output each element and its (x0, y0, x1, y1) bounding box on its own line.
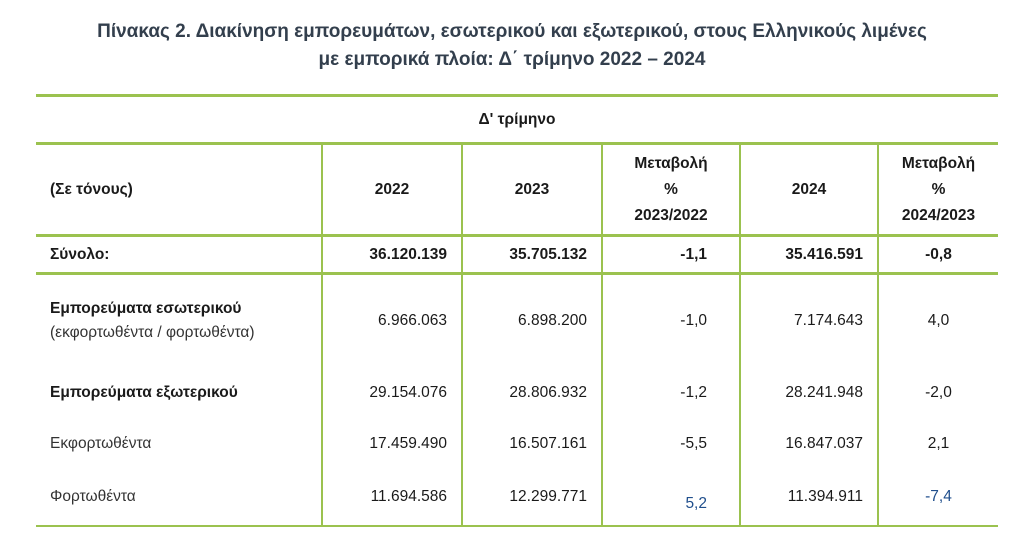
header-unit: (Σε τόνους) (36, 144, 322, 236)
row-label: Φορτωθέντα (36, 470, 322, 526)
header-2024: 2024 (740, 144, 878, 236)
row-label: Εκφορτωθέντα (50, 434, 152, 452)
row-label: Σύνολο: (36, 236, 322, 274)
cell-2024: 7.174.643 (740, 274, 878, 368)
cell-change-2: 4,0 (878, 274, 998, 368)
header-change-1-line-2: % (664, 180, 678, 198)
table-row-foreign (36, 368, 998, 418)
cell-2023: 35.705.132 (462, 236, 602, 274)
header-change-1-line-3: 2023/2022 (634, 206, 708, 224)
cell-2023: 6.898.200 (462, 274, 602, 368)
table-row-unloaded (36, 418, 998, 470)
cell-2022: 36.120.139 (322, 236, 462, 274)
cell-2024: 16.847.037 (740, 418, 878, 470)
table-title (0, 18, 1024, 74)
header-change-2023-2022 (602, 144, 740, 236)
cell-change-1: -1,2 (602, 368, 740, 418)
table-row-total (36, 236, 998, 274)
group-header-row (36, 96, 998, 144)
header-change-1-line-1: Μεταβολή (634, 154, 708, 172)
table-row-domestic (36, 274, 998, 368)
cell-change-1: -1,1 (602, 236, 740, 274)
cell-2023: 28.806.932 (462, 368, 602, 418)
port-freight-table (36, 94, 998, 527)
table-row-loaded (36, 470, 998, 526)
cell-change-2: 2,1 (878, 418, 998, 470)
group-header-cell: Δ' τρίμηνο (36, 96, 998, 144)
cell-change-2: -7,4 (878, 470, 998, 526)
cell-2024: 11.394.911 (740, 470, 878, 526)
cell-change-1: -1,0 (602, 274, 740, 368)
row-label-cell (36, 274, 322, 368)
header-change-2-line-2: % (931, 180, 946, 198)
column-header-row (36, 144, 998, 236)
header-change-2-line-3: 2024/2023 (901, 206, 976, 224)
cell-change-2: -2,0 (878, 368, 998, 418)
cell-2023: 16.507.161 (462, 418, 602, 470)
row-label: Εμπορεύματα εσωτερικού (50, 300, 242, 318)
cell-2024: 28.241.948 (740, 368, 878, 418)
header-change-2-line-1: Μεταβολή (901, 154, 976, 172)
header-2023: 2023 (462, 144, 602, 236)
title-line-2: με εμπορικά πλοία: Δ΄ τρίμηνο 2022 – 2024 (318, 49, 706, 70)
header-change-2024-2023 (878, 144, 998, 236)
cell-2022: 11.694.586 (322, 470, 462, 526)
row-label: Εμπορεύματα εξωτερικού (50, 383, 238, 401)
cell-2022: 6.966.063 (322, 274, 462, 368)
cell-change-1: 5,2 (602, 470, 740, 526)
header-2022: 2022 (322, 144, 462, 236)
title-line-1: Πίνακας 2. Διακίνηση εμπορευμάτων, εσωτερικού και εξωτερικού, στους Ελληνικούς λιμένες (97, 21, 927, 42)
cell-2024: 35.416.591 (740, 236, 878, 274)
cell-2022: 29.154.076 (322, 368, 462, 418)
cell-2023: 12.299.771 (462, 470, 602, 526)
cell-change-1: -5,5 (602, 418, 740, 470)
cell-2022: 17.459.490 (322, 418, 462, 470)
row-sublabel: (εκφορτωθέντα / φορτωθέντα) (50, 324, 255, 342)
cell-change-2: -0,8 (878, 236, 998, 274)
